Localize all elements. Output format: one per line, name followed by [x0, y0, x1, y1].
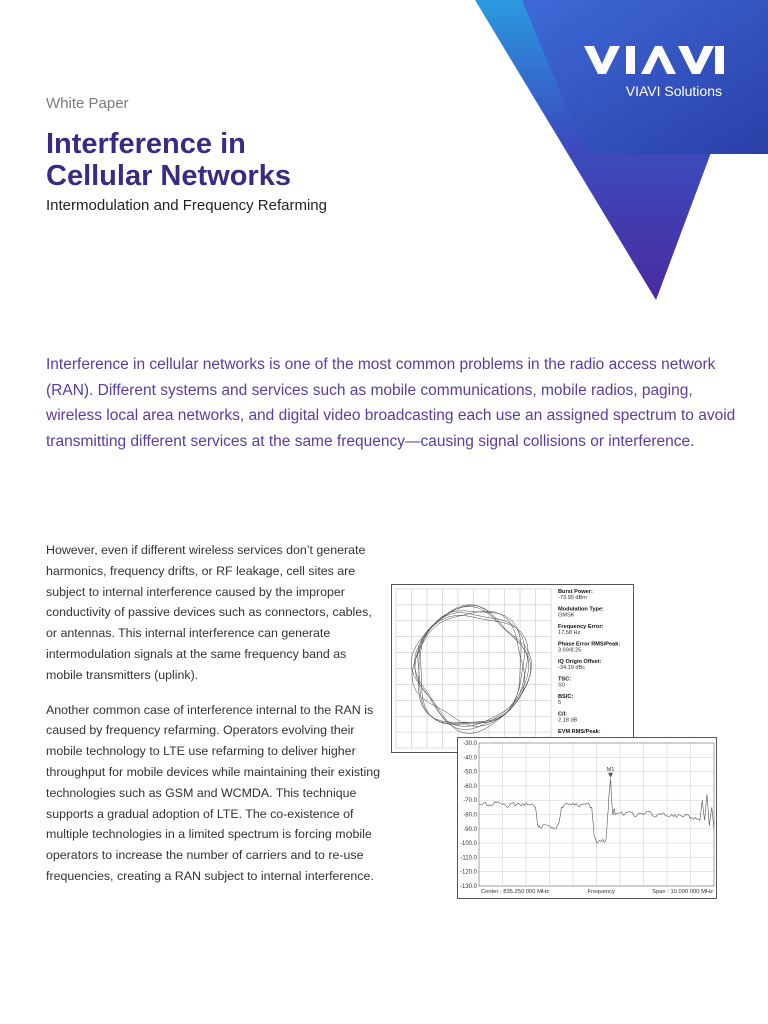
- lead-paragraph: Interference in cellular networks is one of the most common problems in the radio access network (RAN). Different systems and services such as mobile communications, mobile radios, paging, wireless local area networks, and digital video broadcasting each use an assigned spectrum to avoid transmitting different services at the same frequency—causing signal collisions or interference.: [46, 356, 736, 450]
- x-span-label: Span : 10.000 000 MHz: [652, 889, 713, 895]
- measurement-value: GMSK: [558, 612, 575, 619]
- measurement-label: BSIC:: [558, 694, 574, 700]
- measurement-value: 3.69/8.25: [558, 647, 582, 654]
- measurement-label: Modulation Type:: [558, 606, 604, 613]
- measurement-value: 5: [558, 700, 562, 706]
- body-paragraph-2: Another common case of interference internal to the RAN is caused by frequency refarming. Operators evolving their mobile technology to LTE use refarming to deliver higher throughput for mobile devices while maintaining their existing technologies such as GSM and WCMDA. This technique supports a gradual adoption of LTE. The co-existence of multiple technologies in a limited spectrum is forcing mobile operators to increase the number of carriers and to re-use frequencies, creating a RAN subject to internal interference.: [46, 702, 381, 883]
- spectrum-chart: [457, 737, 717, 899]
- y-tick-label: -120.0: [459, 869, 477, 876]
- measurement-value: -34.19 dBc: [558, 665, 586, 671]
- spectrum-x-labels: [481, 889, 713, 895]
- measurement-label: TSC:: [558, 676, 572, 683]
- measurement-label: EVM RMS/Peak:: [558, 729, 601, 735]
- measurement-value: S0: [558, 682, 565, 689]
- measurement-label: Frequency Error:: [558, 624, 604, 630]
- x-axis-label: Frequency: [587, 889, 615, 895]
- y-tick-label: -40.0: [463, 755, 477, 762]
- measurement-label: Burst Power:: [558, 589, 593, 595]
- y-tick-label: -50.0: [463, 769, 477, 776]
- measurement-label: IQ Origin Offset:: [558, 659, 602, 665]
- measurement-label: C/I:: [558, 711, 568, 718]
- x-center-label: Center : 835.250 000 MHz: [481, 889, 549, 895]
- constellation-screenshot: [391, 584, 634, 753]
- measurement-value: 2.18 dB: [558, 717, 578, 724]
- title-line-2: Cellular Networks: [46, 160, 291, 192]
- y-tick-label: -130.0: [459, 884, 477, 890]
- y-tick-label: -30.0: [463, 741, 477, 747]
- page-title: [46, 128, 466, 192]
- page-subtitle: Intermodulation and Frequency Refarming: [46, 197, 327, 214]
- measurement-label: Phase Error RMS/Peak:: [558, 641, 621, 648]
- title-line-1: Interference in: [46, 128, 246, 160]
- document-type: White Paper: [46, 95, 129, 112]
- y-tick-label: -90.0: [463, 826, 477, 833]
- y-tick-label: -60.0: [463, 783, 477, 790]
- measurement-value: 17.58 Hz: [558, 630, 581, 636]
- body-column: [46, 540, 381, 901]
- company-name: VIAVI Solutions: [625, 83, 722, 99]
- y-tick-label: -100.0: [459, 841, 477, 848]
- y-tick-label: -80.0: [463, 812, 477, 819]
- body-paragraph-1: However, even if different wireless services don’t generate harmonics, frequency drifts, or RF leakage, cell sites are subject to internal interference caused by the improper conductivity of passive devices such as connectors, cables, or antennas. This internal interference can generate intermodulation signals at the same frequency band as mobile transmitters (uplink).: [46, 543, 372, 682]
- measurement-value: -73.95 dBm: [558, 595, 587, 601]
- marker-label: M1: [606, 766, 615, 773]
- y-tick-label: -110.0: [460, 855, 477, 862]
- viavi-logo: [584, 44, 724, 76]
- y-tick-label: -70.0: [463, 798, 477, 805]
